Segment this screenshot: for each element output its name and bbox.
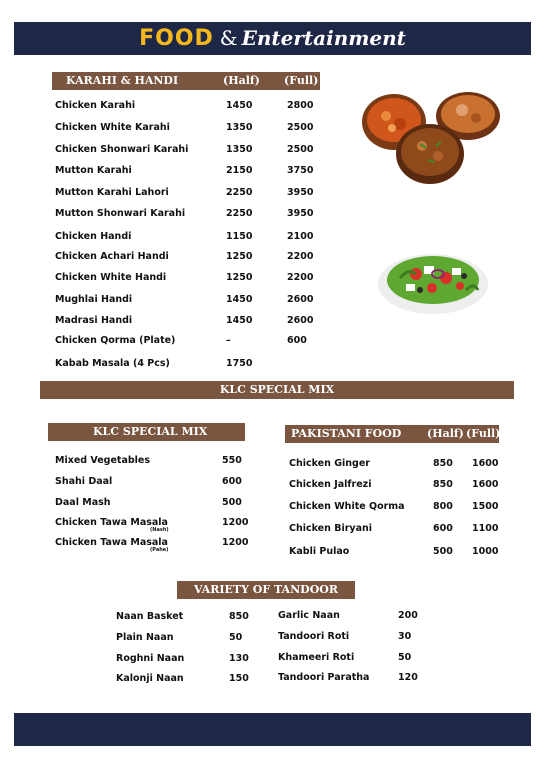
klc-item-name: Chicken Tawa Masala	[55, 537, 168, 548]
karahi-item-half: –	[226, 335, 231, 346]
tandoor-right-item-name: Tandoori Paratha	[278, 672, 370, 683]
pakistani-item-half: 850	[433, 479, 453, 490]
karahi-item-half: 2250	[226, 208, 253, 219]
tandoor-right-item-price: 30	[398, 631, 412, 642]
klc-title: KLC SPECIAL MIX	[93, 425, 208, 438]
tandoor-right-item-price: 120	[398, 672, 418, 683]
tandoor-title: VARIETY OF TANDOOR	[194, 583, 338, 596]
karahi-item-full: 2800	[287, 100, 314, 111]
karahi-item-name: Kabab Masala (4 Pcs)	[55, 358, 170, 369]
tandoor-left-item-name: Kalonji Naan	[116, 673, 184, 684]
tandoor-right-item-name: Garlic Naan	[278, 610, 340, 621]
karahi-item-half: 1750	[226, 358, 253, 369]
klc-item-name: Shahi Daal	[55, 476, 113, 487]
tandoor-right-item-name: Tandoori Roti	[278, 631, 350, 642]
karahi-item-half: 1250	[226, 272, 253, 283]
karahi-item-half: 1350	[226, 144, 253, 155]
pakistani-item-full: 1600	[472, 458, 499, 469]
pakistani-item-full: 1600	[472, 479, 499, 490]
pakistani-item-name: Chicken Biryani	[289, 523, 373, 534]
tandoor-left-item-name: Roghni Naan	[116, 653, 185, 664]
karahi-item-name: Chicken Achari Handi	[55, 251, 169, 262]
karahi-item-full: 2600	[287, 315, 314, 326]
pakistani-item-full: 1500	[472, 501, 499, 512]
top-banner	[14, 22, 531, 55]
tandoor-left-item-name: Naan Basket	[116, 611, 184, 622]
karahi-item-name: Chicken Handi	[55, 231, 132, 242]
pakistani-item-half: 500	[433, 546, 453, 557]
karahi-item-name: Madrasi Handi	[55, 315, 133, 326]
klc-item-note: (Nash)	[150, 527, 169, 533]
pakistani-item-row	[0, 501, 545, 517]
karahi-item-full: 3750	[287, 165, 314, 176]
pakistani-item-name: Chicken White Qorma	[289, 501, 405, 512]
pakistani-title: PAKISTANI FOOD	[291, 427, 402, 440]
pakistani-item-name: Chicken Ginger	[289, 458, 370, 469]
pakistani-item-full: 1100	[472, 523, 499, 534]
klc-item-price: 600	[222, 476, 242, 487]
karahi-item-half: 1350	[226, 122, 253, 133]
karahi-item-full: 3950	[287, 187, 314, 198]
klc-item-name: Mixed Vegetables	[55, 455, 151, 466]
tandoor-left-item-price: 150	[229, 673, 249, 684]
karahi-item-full: 3950	[287, 208, 314, 219]
karahi-item-name: Chicken White Handi	[55, 272, 167, 283]
karahi-item-name: Mutton Karahi	[55, 165, 132, 176]
pakistani-item-row	[0, 523, 545, 539]
karahi-full-label: (Full)	[284, 74, 319, 87]
karahi-title: KARAHI & HANDI	[66, 74, 179, 87]
pakistani-header	[285, 425, 499, 443]
pakistani-item-half: 800	[433, 501, 453, 512]
karahi-item-name: Mutton Karahi Lahori	[55, 187, 169, 198]
karahi-item-full: 600	[287, 335, 307, 346]
curry-bowls-image	[358, 88, 502, 190]
klc-banner-title: KLC SPECIAL MIX	[219, 383, 335, 396]
klc-item-name: Daal Mash	[55, 497, 111, 508]
karahi-half-label: (Half)	[223, 74, 260, 87]
pakistani-half-label: (Half)	[427, 427, 464, 440]
karahi-item-name: Mughlai Handi	[55, 294, 133, 305]
klc-banner	[40, 381, 514, 399]
klc-item-price: 500	[222, 497, 242, 508]
karahi-item-name: Chicken Karahi	[55, 100, 136, 111]
tandoor-right-item-row	[0, 652, 545, 668]
brand-entertainment: Entertainment	[241, 26, 406, 50]
karahi-item-half: 2250	[226, 187, 253, 198]
pakistani-item-half: 600	[433, 523, 453, 534]
pakistani-item-name: Chicken Jalfrezi	[289, 479, 372, 490]
pakistani-item-row	[0, 546, 545, 562]
klc-item-note: (Pahe)	[150, 547, 169, 553]
karahi-item-half: 2150	[226, 165, 253, 176]
pakistani-item-half: 850	[433, 458, 453, 469]
tandoor-right-item-name: Khameeri Roti	[278, 652, 355, 663]
tandoor-left-item-price: 50	[229, 632, 243, 643]
tandoor-right-item-row	[0, 610, 545, 626]
karahi-item-full: 2500	[287, 144, 314, 155]
brand-food: FOOD	[139, 26, 214, 51]
salad-image	[376, 238, 490, 318]
karahi-item-half: 1250	[226, 251, 253, 262]
karahi-item-row	[0, 335, 545, 351]
tandoor-right-item-row	[0, 631, 545, 647]
klc-item-price: 1200	[222, 517, 249, 528]
karahi-item-half: 1450	[226, 294, 253, 305]
tandoor-right-item-price: 50	[398, 652, 412, 663]
karahi-item-half: 1150	[226, 231, 253, 242]
tandoor-right-item-price: 200	[398, 610, 418, 621]
tandoor-left-item-price: 850	[229, 611, 249, 622]
klc-header	[48, 423, 245, 441]
tandoor-left-item-price: 130	[229, 653, 249, 664]
brand-logo	[14, 26, 531, 51]
pakistani-item-row	[0, 479, 545, 495]
pakistani-item-full: 1000	[472, 546, 499, 557]
karahi-item-name: Chicken Shonwari Karahi	[55, 144, 189, 155]
karahi-item-full: 2200	[287, 272, 314, 283]
karahi-item-half: 1450	[226, 315, 253, 326]
karahi-item-full: 2500	[287, 122, 314, 133]
klc-item-price: 1200	[222, 537, 249, 548]
karahi-item-full: 2600	[287, 294, 314, 305]
bottom-banner	[14, 713, 531, 746]
karahi-item-row	[0, 358, 545, 374]
tandoor-right-item-row	[0, 672, 545, 688]
tandoor-left-item-name: Plain Naan	[116, 632, 174, 643]
tandoor-header	[177, 581, 355, 599]
karahi-item-name: Mutton Shonwari Karahi	[55, 208, 186, 219]
karahi-item-full: 2100	[287, 231, 314, 242]
karahi-item-full: 2200	[287, 251, 314, 262]
karahi-item-row	[0, 208, 545, 224]
karahi-item-name: Chicken Qorma (Plate)	[55, 335, 176, 346]
pakistani-full-label: (Full)	[466, 427, 501, 440]
pakistani-item-name: Kabli Pulao	[289, 546, 350, 557]
brand-amp: &	[219, 26, 238, 50]
klc-item-name: Chicken Tawa Masala	[55, 517, 168, 528]
karahi-item-half: 1450	[226, 100, 253, 111]
karahi-header	[52, 72, 320, 90]
pakistani-item-row	[0, 458, 545, 474]
karahi-item-name: Chicken White Karahi	[55, 122, 170, 133]
klc-item-price: 550	[222, 455, 242, 466]
